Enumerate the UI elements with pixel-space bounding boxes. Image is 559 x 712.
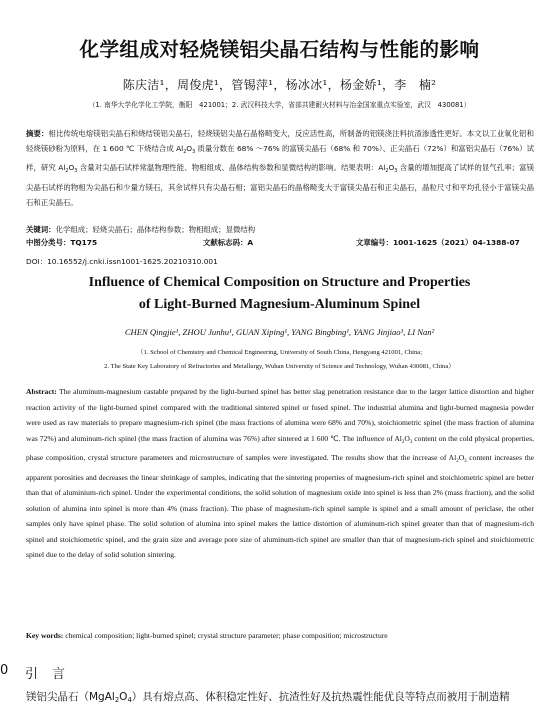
section-number: 0 xyxy=(0,663,9,678)
affiliation-cn: （1. 南华大学化学化工学院，衡阳 421001；2. 武汉科技大学，省部共建耐火材料与冶金国家重点实验室，武汉 430081） xyxy=(88,101,471,109)
abstract-cn-label: 摘要： xyxy=(26,129,49,138)
abstract-en: Abstract: The aluminum-magnesium castable prepared by the light-burned spinel has better slag penetration resistance due to the larger lattice distortion and higher reaction activity of the light-burned spinel compared with the traditional sintered spinel or fused spinel. The industrial alumina and light-burned magnesia powder were used as raw materials to prepare magnesium-rich spinel (the mass fractions of alumina were 68% and 70%), stoichiometric spinel (the mass fraction of alumina was 72%) and aluminum-rich spinel (the mass fraction of alumina was 76%) after sintered at 1 600 ℃. The influence of $Al_2O_3$ content on the cold physical properties, phase composition, crystal structure parameters and microstructure of samples were investigated. The results show that the increase of $Al_2O_3$ content increases the apparent porosities and decreases the linear shrinkage of samples, indicating that the sintering properties of magnesium-rich spinel and stoichiometric spinel are better than that of aluminium-rich spinel. Under the experimental conditions, the solid solution of magnesium oxide into spinel is less than 2% (mass fraction), and the solid solution of alumina into spinel is more than 4% (mass fraction). The phase of magnesium-rich spinel sample is spinel and a small amount of periclase, the other samples only have spinel phase. The solid solution of alumina into spinel makes the lattice distortion of aluminum-rich spinel greater than that of magnesium-rich spinel and stoichiometric spinel, and the grain size and average pore size of aluminum-rich spinel are smaller than that of magnesium-rich spinel and stoichiometric spinel due to the delay of solid solution sintering. xyxy=(26,387,534,559)
keywords-en-label: Key words: xyxy=(26,631,64,640)
document-code: 文献标志码：A xyxy=(203,238,254,247)
keywords-cn-label: 关键词： xyxy=(26,225,56,234)
abstract-cn: 摘要：相比传统电熔镁铝尖晶石和烧结镁铝尖晶石，轻烧镁铝尖晶石晶格畸变大，反应活性高，所制备的铝镁浇注料抗渣渗透性更好。本文以工业氧化铝和轻烧镁砂粉为原料，在 1 600 ℃ 下烧结合成 $Al_2O_3$ 质量分数在 68% ～76% 的富镁尖晶石（68% 和 70%）、正尖晶石（72%）和富铝尖晶石（76%）试样，研究 $Al_2O_3$ 含量对尖晶石试样常温物理性能、物相组成、晶体结构参数和显微结构的影响。结果表明：$Al_2O_3$ 含量的增加提高了试样的显气孔率；富镁尖晶石试样的物相为尖晶石和少量方镁石，其余试样只有尖晶石相；富铝尖晶石的晶格畸变大于富镁尖晶石和正尖晶石，晶粒尺寸和平均孔径小于富镁尖晶石和正尖晶石。 xyxy=(26,129,534,207)
abstract-en-label: Abstract: xyxy=(26,387,57,396)
title-cn: 化学组成对轻烧镁铝尖晶石结构与性能的影响 xyxy=(79,38,480,61)
title-en-line1: Influence of Chemical Composition on Structure and Properties xyxy=(88,275,471,290)
authors-en: CHEN Qingjie¹, ZHOU Junhu¹, GUAN Xiping¹, YANG Bingbing¹, YANG Jinjiao¹, LI Nan² xyxy=(124,327,435,337)
title-en-line2: of Light-Burned Magnesium-Aluminum Spinel xyxy=(138,297,421,312)
article-number: 文章编号：1001-1625（2021）04-1388-07 xyxy=(356,238,520,247)
affiliation-en xyxy=(0,346,559,374)
title-en xyxy=(0,272,559,316)
intro-paragraph: 镁铝尖晶石$(MgAl_2O_4)$具有熔点高、体积稳定性好、抗渣性好及抗热震性能优良等特点而被用于制造精 xyxy=(26,691,510,704)
affiliation-en-line1: （1. School of Chemistry and Chemical Engineering, University of South China, Hengyang 421001, China; xyxy=(136,349,423,356)
doi: DOI：10.16552/j.cnki.issn1001-1625.20210310.001 xyxy=(26,257,218,266)
article-meta-row xyxy=(26,237,534,251)
section-title: 引言 xyxy=(25,667,80,682)
keywords-en: Key words: chemical composition; light-burned spinel; crystal structure parameter; phase composition; microstructure xyxy=(26,631,388,640)
keywords-cn: 关键词：化学组成；轻烧尖晶石；晶体结构参数；物相组成；显微结构 xyxy=(26,225,256,234)
clc-number: 中图分类号：TQ175 xyxy=(26,238,98,247)
affiliation-en-line2: 2. The State Key Laboratory of Refractories and Metallurgy, Wuhan University of Science and Technology, Wuhan 430081, China） xyxy=(104,363,455,370)
authors-cn: 陈庆洁¹，周俊虎¹，管锡萍¹，杨冰冰¹，杨金娇¹，李 楠² xyxy=(122,78,437,92)
